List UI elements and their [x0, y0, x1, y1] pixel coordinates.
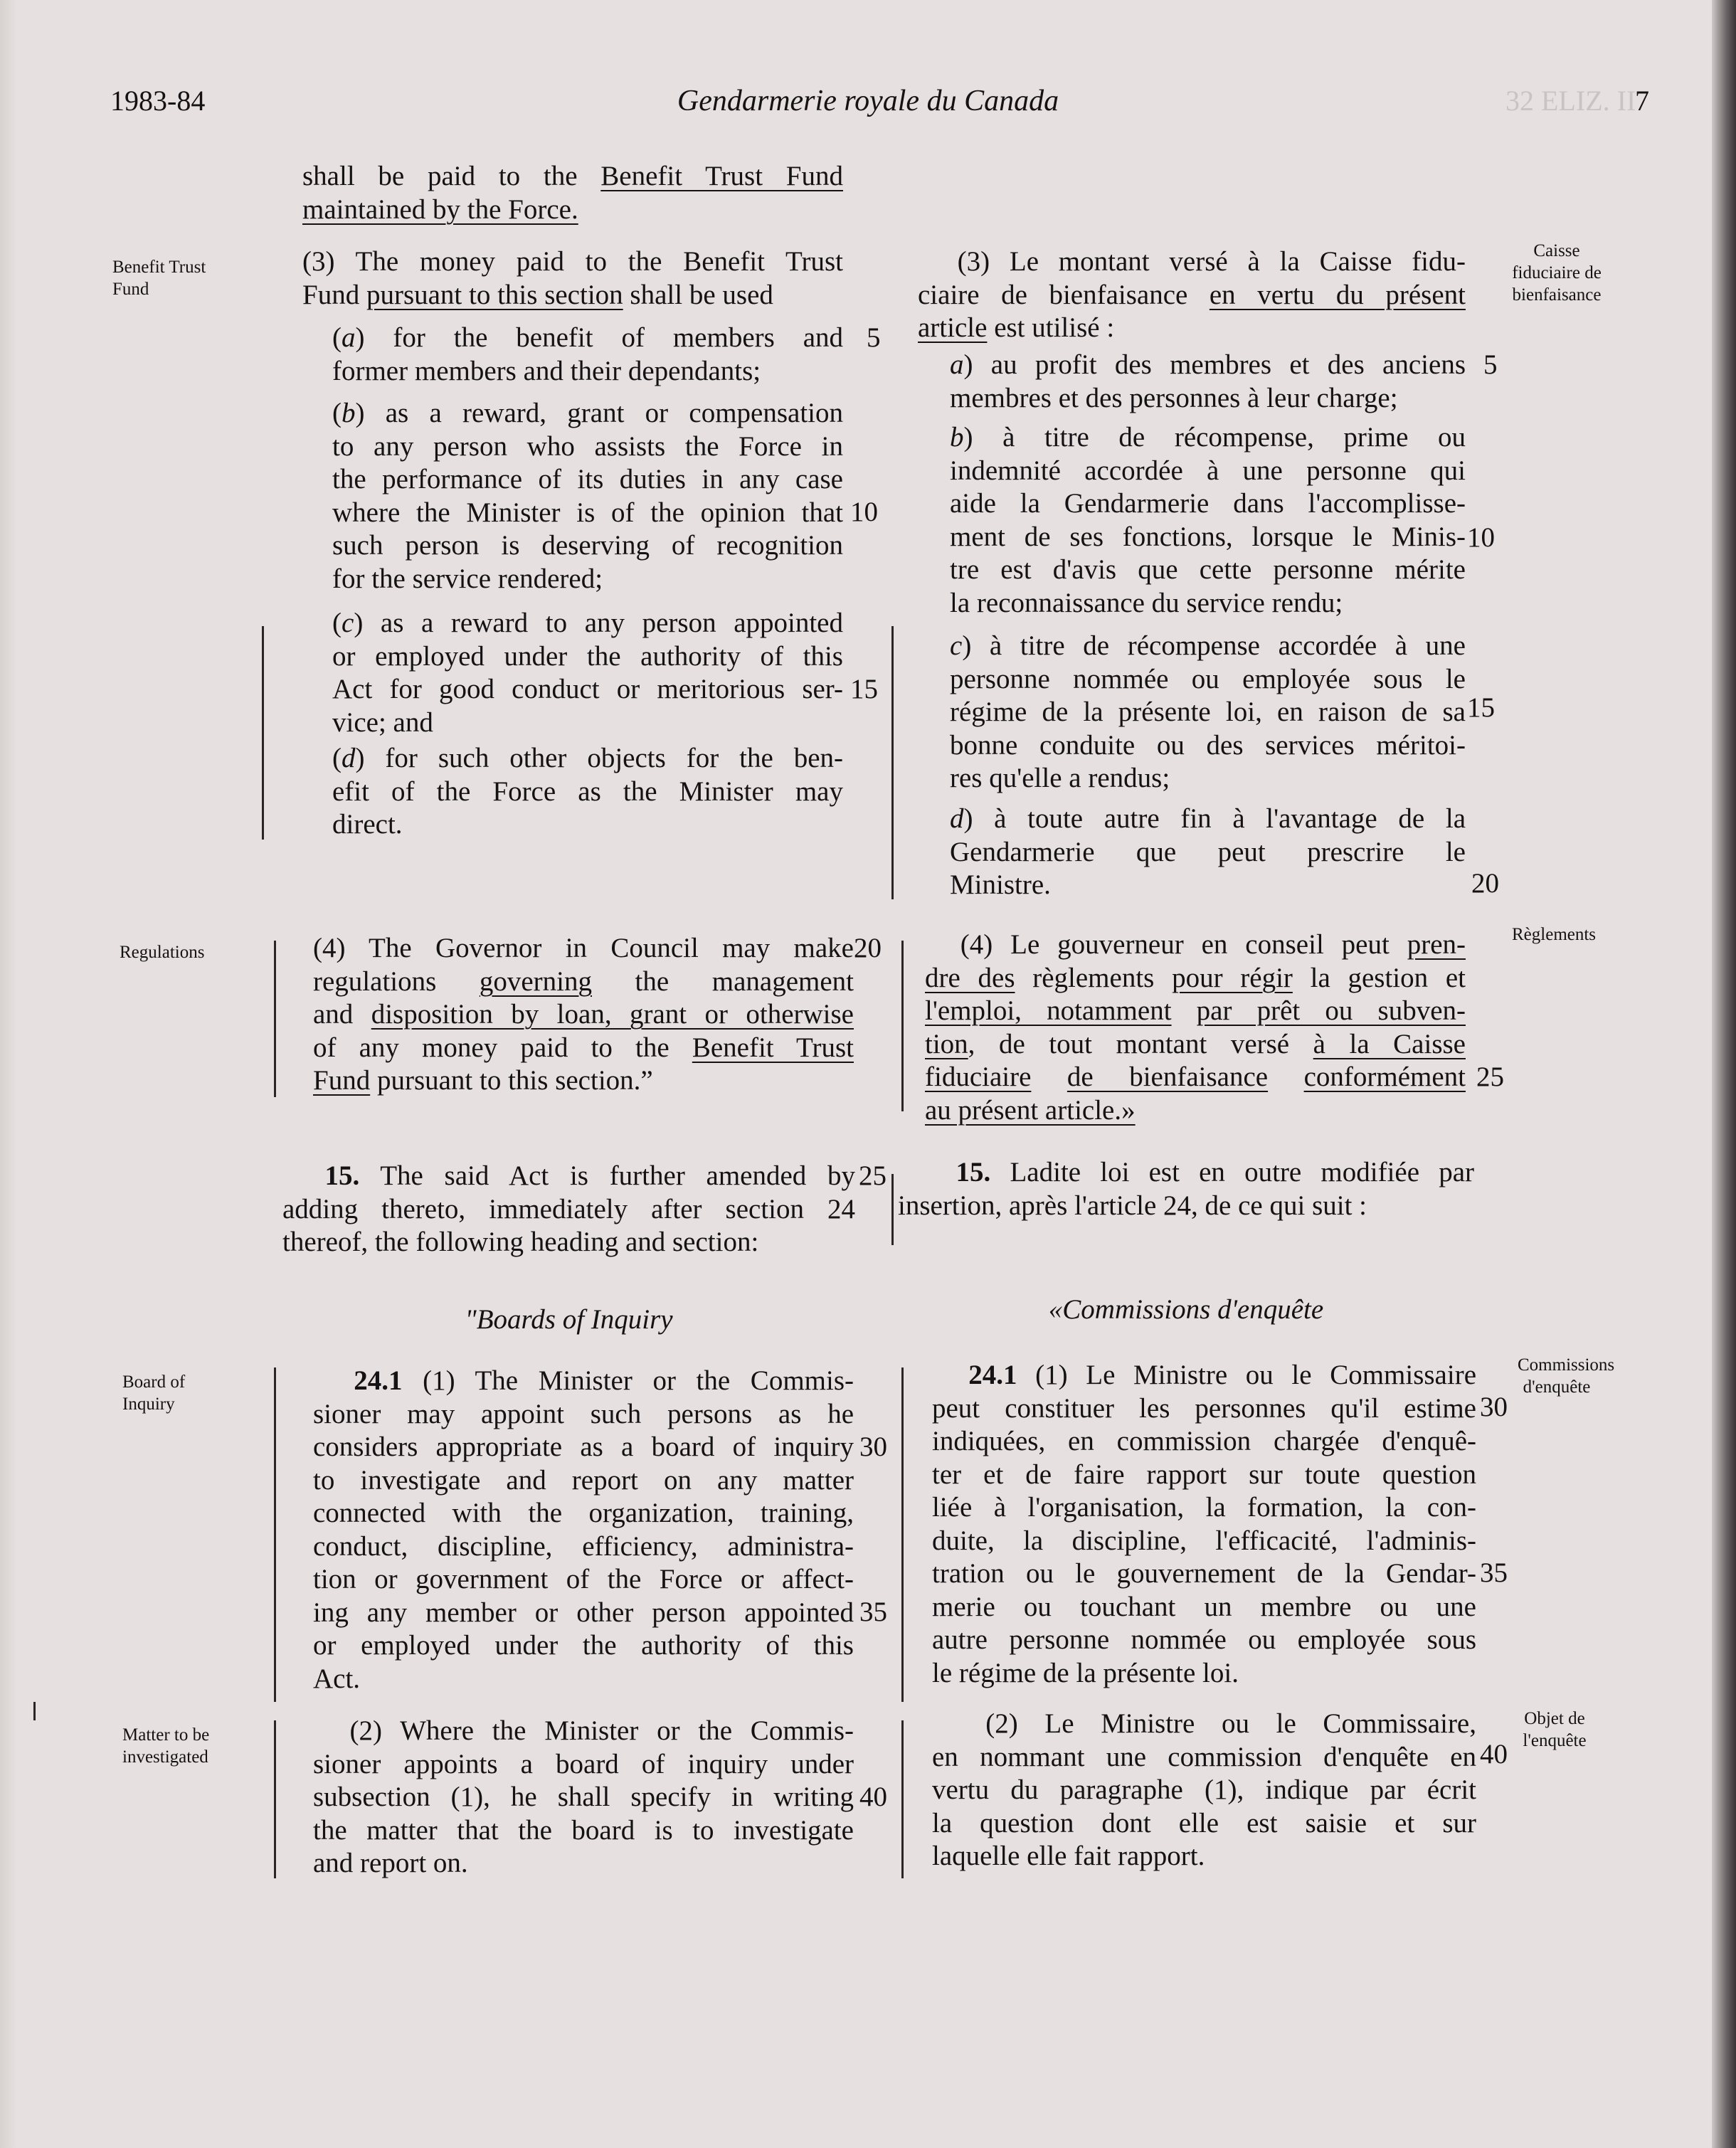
change-bar [901, 941, 904, 1111]
en-subsection-4: (4) The Governor in Council may make regulations governing the management and disposition by loan, grant or otherwise of any money paid to the Benefit Trust Fund pursuant to this section.” [313, 933, 854, 1096]
line-number: 20 [854, 933, 882, 963]
change-bar [274, 1367, 276, 1702]
text-line: (a) for the benefit of members and [332, 322, 843, 353]
margin-note-matter-investigated: Matter to be investigated [122, 1725, 210, 1767]
fr-subsection-3: (3) Le montant versé à la Caisse fidu- ciaire de bienfaisance en vertu du présent article est utilisé : [918, 246, 1466, 343]
fr-para-d: d) à toute autre fin à l'avantage de la Gendarmerie que peut prescrire le Ministre. [950, 803, 1466, 900]
line-number: 30 [1480, 1392, 1508, 1422]
margin-note-regulations: Regulations [120, 943, 205, 962]
change-bar [33, 1702, 36, 1720]
line-number: 5 [1483, 349, 1498, 380]
en-para-b: (b) as a reward, grant or compensation to any person who assists the Force in the performance of its duties in any case where the Minister is of the opinion that such person is deserving of recognition for the service rendered; [332, 398, 843, 594]
fr-para-c: c) à titre de récompense accordée à une personne nommée ou employée sous le régime de la présente loi, en raison de sa bonne conduite ou des services méritoi- res qu'elle a rendus; [950, 630, 1466, 793]
en-heading-boards: "Boards of Inquiry [465, 1304, 673, 1335]
text-line: (3) The money paid to the Benefit Trust [302, 246, 843, 277]
line-number: 25 [859, 1160, 886, 1191]
change-bar [901, 1720, 904, 1878]
page-number: 7 [1635, 85, 1649, 117]
change-bar [891, 1174, 894, 1245]
line-number: 30 [859, 1432, 887, 1462]
line-number: 20 [1471, 868, 1499, 899]
en-section-24-1-2: (2) Where the Minister or the Commis- sioner appoints a board of inquiry under subsection (1), he shall specify in writing the matter that the board is to investigate and report on. [313, 1715, 854, 1878]
line-number: 10 [850, 497, 878, 527]
fr-para-a: a) au profit des membres et des anciens membres et des personnes à leur charge; [950, 349, 1466, 413]
margin-note-benefit-trust-fund [112, 256, 206, 300]
margin-note-line: Benefit Trust [112, 258, 206, 277]
line-number: 15 [1467, 692, 1495, 723]
line-number: 25 [1476, 1062, 1504, 1092]
line-number: 40 [859, 1782, 887, 1812]
fr-section-24-1-1: 24.1 (1) Le Ministre ou le Commissaire peut constituer les personnes qu'il estime indiquées, en commission chargée d'enquê- ter et de faire rapport sur toute question liée à l'organisation, la formation, la con- duite, la discipline, l'efficacité, l'adminis- tration ou le gouvernement de la Gendar- merie ou touchant un membre ou une autre personne nommée ou employée sous le régime de la présente loi. [932, 1360, 1477, 1688]
change-bar [262, 626, 264, 840]
page-edge [0, 0, 17, 2148]
line-number: 5 [867, 322, 881, 353]
line-number: 35 [1480, 1557, 1508, 1588]
book-spine [1712, 0, 1736, 2148]
en-para-d: (d) for such other objects for the ben- efit of the Force as the Minister may direct. [332, 743, 843, 840]
change-bar [274, 941, 276, 1097]
margin-note-board-of-inquiry: Board of Inquiry [122, 1372, 186, 1414]
en-continuation [302, 160, 843, 226]
header-title: Gendarmerie royale du Canada [677, 85, 1059, 117]
change-bar [274, 1720, 276, 1878]
fr-para-b: b) à titre de récompense, prime ou indemnité accordée à une personne qui aide la Gendarmerie dans l'accomplisse- ment de ses fonctions, lorsque le Minis- tre est d'avis que cette personne mérite la reconnaissance du service rendu; [950, 422, 1466, 618]
en-para-a [332, 322, 843, 388]
text-line: maintained by the Force. [302, 194, 578, 225]
text-line: former members and their dependants; [332, 355, 761, 386]
change-bar [901, 1367, 904, 1702]
margin-note-caisse: Caisse fiduciaire de bienfaisance [1512, 241, 1602, 305]
en-para-c: (c) as a reward to any person appointed or employed under the authority of this Act for good conduct or meritorious ser- vice; and [332, 608, 843, 738]
en-subsection-3 [302, 245, 843, 312]
header-year: 1983-84 [110, 85, 206, 117]
fr-clause-15: 15. Ladite loi est en outre modifiée par insertion, après l'article 24, de ce qui suit : [898, 1157, 1475, 1221]
margin-note-commissions: Commissions d'enquête [1518, 1355, 1615, 1397]
fr-subsection-4: (4) Le gouverneur en conseil peut pren- dre des règlements pour régir la gestion et l'emploi, notamment par prêt ou subven- tion, de tout montant versé à la Caisse fiduciaire de bienfaisance conformément au présent article.» [925, 929, 1466, 1126]
line-number: 15 [850, 674, 878, 704]
line-number: 40 [1480, 1739, 1508, 1769]
text-line: shall be paid to the Benefit Trust Fund [302, 161, 843, 191]
line-number: 10 [1467, 522, 1495, 553]
fr-heading-commissions: «Commissions d'enquête [1048, 1294, 1324, 1325]
fr-section-24-1-2: (2) Le Ministre ou le Commissaire, en nommant une commission d'enquête en vertu du paragraphe (1), indique par écrit la question dont elle est saisie et sur laquelle elle fait rapport. [932, 1708, 1476, 1871]
line-number: 35 [859, 1597, 887, 1627]
change-bar [891, 626, 894, 899]
margin-note-reglements: Règlements [1512, 925, 1597, 944]
margin-note-line: Fund [112, 280, 149, 299]
bleed-through-text: 32 ELIZ. II [1505, 85, 1636, 117]
en-clause-15: 15. The said Act is further amended by adding thereto, immediately after section 24 thereof, the following heading and section: [282, 1160, 856, 1257]
margin-note-objet: Objet de l'enquête [1523, 1709, 1587, 1750]
en-section-24-1-1: 24.1 (1) The Minister or the Commis- sioner may appoint such persons as he considers appropriate as a board of inquiry to investigate and report on any matter connected with the organization, training, conduct, discipline, efficiency, administra- tion or government of the Force or affect- ing any member or other person appointed or employed under the authority of this Act. [313, 1365, 854, 1694]
text-line: Fund pursuant to this section shall be used [302, 279, 773, 310]
